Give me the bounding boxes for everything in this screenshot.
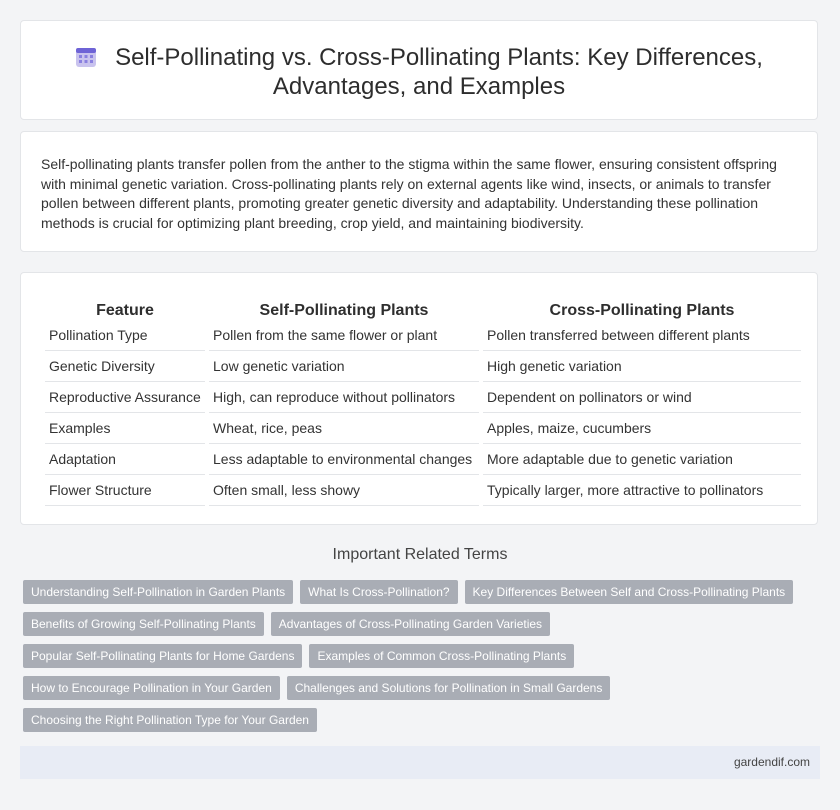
intro-card xyxy=(20,131,818,252)
table-header-row xyxy=(45,297,801,320)
related-term-tag[interactable]: Choosing the Right Pollination Type for Your Garden xyxy=(23,708,317,732)
comparison-card xyxy=(20,272,818,525)
table-row xyxy=(45,351,801,382)
table-row xyxy=(45,413,801,444)
cell-cross: High genetic variation xyxy=(483,351,801,382)
cell-cross: Dependent on pollinators or wind xyxy=(483,382,801,413)
cell-cross: Apples, maize, cucumbers xyxy=(483,413,801,444)
related-terms-heading: Important Related Terms xyxy=(332,546,508,563)
related-term-tag[interactable]: Key Differences Between Self and Cross-Pollinating Plants xyxy=(465,580,794,604)
cell-feature: Flower Structure xyxy=(45,475,205,506)
related-term-tag[interactable]: Popular Self-Pollinating Plants for Home Gardens xyxy=(23,644,302,668)
related-term-tag[interactable]: Challenges and Solutions for Pollination in Small Gardens xyxy=(287,676,611,700)
related-term-tag[interactable]: What Is Cross-Pollination? xyxy=(300,580,457,604)
cell-feature: Reproductive Assurance xyxy=(45,382,205,413)
related-terms-list xyxy=(23,580,803,740)
table-row xyxy=(45,444,801,475)
cell-feature: Genetic Diversity xyxy=(45,351,205,382)
footer xyxy=(20,746,820,779)
page-title-text: Self-Pollinating vs. Cross-Pollinating Plants: Key Differences, Advantages, and Examples xyxy=(115,44,763,100)
cell-feature: Pollination Type xyxy=(45,320,205,351)
table-row xyxy=(45,320,801,351)
table-row xyxy=(45,475,801,506)
related-term-tag[interactable]: Understanding Self-Pollination in Garden Plants xyxy=(23,580,293,604)
header-card xyxy=(20,20,818,120)
cell-feature: Examples xyxy=(45,413,205,444)
cell-self: Low genetic variation xyxy=(209,351,479,382)
cell-self: Wheat, rice, peas xyxy=(209,413,479,444)
related-term-tag[interactable]: How to Encourage Pollination in Your Garden xyxy=(23,676,280,700)
cell-self: Often small, less showy xyxy=(209,475,479,506)
cell-cross: More adaptable due to genetic variation xyxy=(483,444,801,475)
page-title xyxy=(21,43,817,101)
header-cross: Cross-Pollinating Plants xyxy=(549,302,735,319)
cell-self: Less adaptable to environmental changes xyxy=(209,444,479,475)
cell-self: Pollen from the same flower or plant xyxy=(209,320,479,351)
related-term-tag[interactable]: Examples of Common Cross-Pollinating Plants xyxy=(309,644,574,668)
table-row xyxy=(45,382,801,413)
cell-feature: Adaptation xyxy=(45,444,205,475)
cell-self: High, can reproduce without pollinators xyxy=(209,382,479,413)
footer-site-link[interactable]: gardendif.com xyxy=(733,755,810,769)
header-feature: Feature xyxy=(96,302,154,319)
header-self: Self-Pollinating Plants xyxy=(259,302,429,319)
related-term-tag[interactable]: Benefits of Growing Self-Pollinating Plants xyxy=(23,612,264,636)
intro-text: Self-pollinating plants transfer pollen from the anther to the stigma within the same flower, ensuring consistent offspring with minimal genetic variation. Cross-pollinating plants rely on external agents like wind, insects, or animals to transfer pollen between different plants, promoting greater genetic diversity and adaptability. Understanding these pollination methods is crucial for optimizing plant breeding, crop yield, and maintaining biodiversity. xyxy=(41,156,777,231)
cell-cross: Pollen transferred between different plants xyxy=(483,320,801,351)
calendar-icon xyxy=(75,46,97,68)
comparison-table xyxy=(41,297,805,506)
related-term-tag[interactable]: Advantages of Cross-Pollinating Garden Varieties xyxy=(271,612,550,636)
cell-cross: Typically larger, more attractive to pollinators xyxy=(483,475,801,506)
